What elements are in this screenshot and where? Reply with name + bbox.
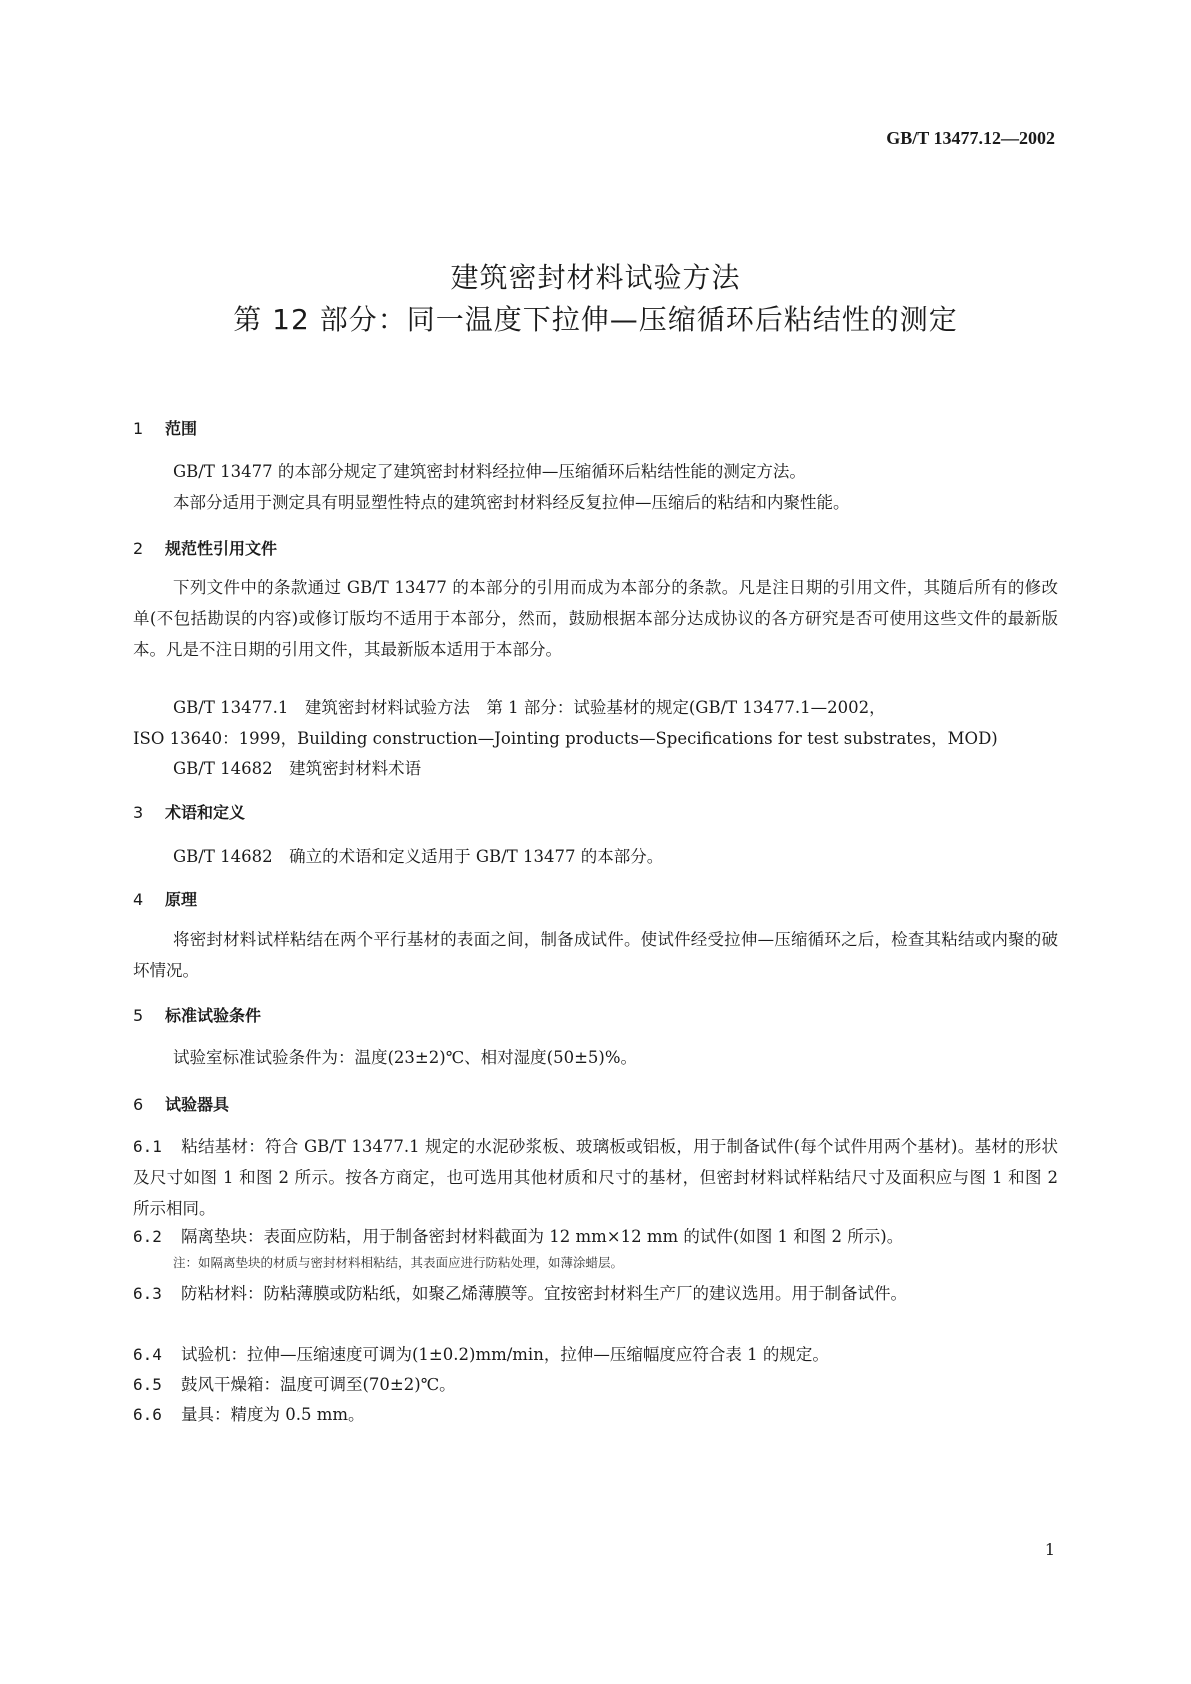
item-6-1 <box>133 1131 1058 1224</box>
section-title: 试验器具 <box>165 1095 230 1114</box>
item-number: 6.2 <box>133 1227 162 1246</box>
section-title: 标准试验条件 <box>165 1006 262 1025</box>
item-text: 试验机：拉伸—压缩速度可调为(1±0.2)mm/min，拉伸—压缩幅度应符合表 1 的规定。 <box>181 1345 829 1364</box>
section-title: 原理 <box>165 890 198 909</box>
section-number: 1 <box>133 419 144 438</box>
section-number: 2 <box>133 539 144 558</box>
section-4-heading <box>133 887 197 910</box>
reference-2: GB/T 14682 建筑密封材料术语 <box>173 759 422 778</box>
section-title: 术语和定义 <box>165 803 246 822</box>
section-number: 6 <box>133 1095 144 1114</box>
section-5-heading <box>133 1003 261 1026</box>
section-number: 5 <box>133 1006 144 1025</box>
section-3-paragraph-1: GB/T 14682 确立的术语和定义适用于 GB/T 13477 的本部分。 <box>173 847 664 866</box>
section-6-heading <box>133 1092 229 1115</box>
reference-1-line-1: GB/T 13477.1 建筑密封材料试验方法 第 1 部分：试验基材的规定(GB/T 13477.1—2002， <box>173 698 886 717</box>
item-text: 粘结基材：符合 GB/T 13477.1 规定的水泥砂浆板、玻璃板或铝板，用于制备试件(每个试件用两个基材)。基材的形状及尺寸如图 1 和图 2 所示。按各方商定，也可选用其他材质和尺寸的基材，但密封材料试样粘结尺寸及面积应与图 1 和图 2 所示相同。 <box>133 1137 1058 1218</box>
item-number: 6.5 <box>133 1375 162 1394</box>
section-1-paragraph-2: 本部分适用于测定具有明显塑性特点的建筑密封材料经反复拉伸—压缩后的粘结和内聚性能。 <box>173 493 850 512</box>
item-text: 隔离垫块：表面应防粘，用于制备密封材料截面为 12 mm×12 mm 的试件(如图 1 和图 2 所示)。 <box>181 1227 904 1246</box>
section-2-heading <box>133 536 277 559</box>
section-4-paragraph-1: 将密封材料试样粘结在两个平行基材的表面之间，制备成试件。使试件经受拉伸—压缩循环之后，检查其粘结或内聚的破坏情况。 <box>133 930 1058 980</box>
item-text: 防粘材料：防粘薄膜或防粘纸，如聚乙烯薄膜等。宜按密封材料生产厂的建议选用。用于制备试件。 <box>181 1284 907 1303</box>
section-1-paragraph-1: GB/T 13477 的本部分规定了建筑密封材料经拉伸—压缩循环后粘结性能的测定方法。 <box>173 462 806 481</box>
item-6-5 <box>133 1369 1058 1400</box>
section-number: 4 <box>133 890 144 909</box>
section-1-heading <box>133 416 197 439</box>
note-6-2: 注：如隔离垫块的材质与密封材料相粘结，其表面应进行防粘处理，如薄涂蜡层。 <box>173 1255 624 1270</box>
item-text: 鼓风干燥箱：温度可调至(70±2)℃。 <box>181 1375 456 1394</box>
section-title: 规范性引用文件 <box>165 539 278 558</box>
item-6-2 <box>133 1221 1058 1252</box>
section-title: 范围 <box>165 419 198 438</box>
section-number: 3 <box>133 803 144 822</box>
item-6-3 <box>133 1278 1058 1309</box>
item-number: 6.4 <box>133 1345 162 1364</box>
item-number: 6.3 <box>133 1284 162 1303</box>
section-3-heading <box>133 800 245 823</box>
item-6-6 <box>133 1399 1058 1430</box>
item-text: 量具：精度为 0.5 mm。 <box>181 1405 365 1424</box>
document-title-line1: 建筑密封材料试验方法 <box>450 261 741 294</box>
section-2-paragraph-1: 下列文件中的条款通过 GB/T 13477 的本部分的引用而成为本部分的条款。凡是注日期的引用文件，其随后所有的修改单(不包括勘误的内容)或修订版均不适用于本部分，然而，鼓励根据本部分达成协议的各方研究是否可使用这些文件的最新版本。凡是不注日期的引用文件，其最新版本适用于本部分。 <box>133 578 1058 659</box>
page-number: 1 <box>1044 1540 1055 1559</box>
reference-1-line-2: ISO 13640：1999，Building construction—Jointing products—Specifications for test substrates，MOD) <box>133 729 998 748</box>
item-number: 6.6 <box>133 1405 162 1424</box>
standard-code: GB/T 13477.12—2002 <box>886 128 1055 148</box>
document-title-line2: 第 12 部分：同一温度下拉伸—压缩循环后粘结性的测定 <box>233 303 958 336</box>
section-5-paragraph-1: 试验室标准试验条件为：温度(23±2)℃、相对湿度(50±5)%。 <box>173 1048 638 1067</box>
item-number: 6.1 <box>133 1137 162 1156</box>
item-6-4 <box>133 1339 1058 1370</box>
